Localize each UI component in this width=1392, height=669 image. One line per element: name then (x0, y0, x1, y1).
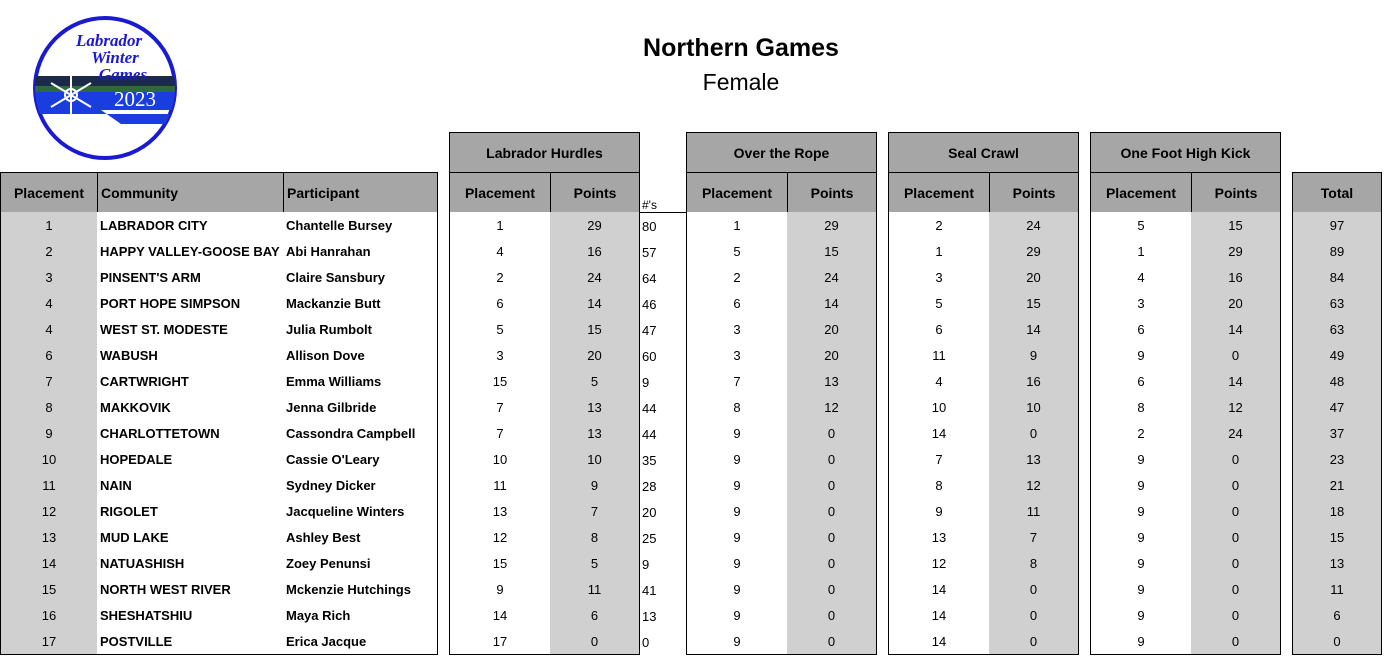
row-ofhk-points: 20 (1191, 290, 1281, 317)
row-ofhk-points: 0 (1191, 498, 1281, 525)
row-placement: 13 (0, 524, 98, 551)
row-placement: 4 (0, 316, 98, 343)
col-header-nums: #'s (642, 198, 657, 212)
row-ofhk-points: 0 (1191, 628, 1281, 655)
col-header-total: Total (1292, 172, 1382, 213)
row-ofhk-placement: 5 (1090, 212, 1192, 239)
row-lh-placement: 15 (449, 368, 551, 395)
row-otr-placement: 9 (686, 524, 788, 551)
event-header-over-the-rope: Over the Rope (686, 132, 877, 173)
page-subtitle: Female (702, 69, 780, 95)
row-total: 15 (1292, 524, 1382, 551)
row-otr-points: 20 (787, 316, 877, 343)
row-sc-points: 8 (989, 550, 1079, 577)
row-sc-points: 29 (989, 238, 1079, 265)
svg-text:Labrador: Labrador (75, 31, 143, 50)
row-otr-points: 0 (787, 420, 877, 447)
row-community: CARTWRIGHT (97, 368, 284, 395)
col-header-community: Community (97, 172, 284, 213)
row-community: MAKKOVIK (97, 394, 284, 421)
row-community: CHARLOTTETOWN (97, 420, 284, 447)
row-ofhk-placement: 1 (1090, 238, 1192, 265)
row-participant: Mackanzie Butt (283, 290, 438, 317)
row-lh-placement: 14 (449, 602, 551, 629)
row-otr-placement: 8 (686, 394, 788, 421)
row-total: 37 (1292, 420, 1382, 447)
row-nums: 46 (642, 296, 657, 312)
row-otr-points: 0 (787, 498, 877, 525)
row-sc-placement: 1 (888, 238, 990, 265)
event-header-seal-crawl: Seal Crawl (888, 132, 1079, 173)
row-ofhk-placement: 9 (1090, 602, 1192, 629)
row-ofhk-placement: 2 (1090, 420, 1192, 447)
row-ofhk-points: 0 (1191, 446, 1281, 473)
row-sc-points: 24 (989, 212, 1079, 239)
row-total: 11 (1292, 576, 1382, 603)
row-ofhk-points: 0 (1191, 576, 1281, 603)
row-placement: 9 (0, 420, 98, 447)
row-nums: 41 (642, 582, 657, 598)
row-participant: Jenna Gilbride (283, 394, 438, 421)
row-lh-placement: 13 (449, 498, 551, 525)
row-sc-points: 9 (989, 342, 1079, 369)
row-lh-points: 10 (550, 446, 640, 473)
row-otr-points: 0 (787, 550, 877, 577)
row-placement: 2 (0, 238, 98, 265)
row-total: 47 (1292, 394, 1382, 421)
row-ofhk-points: 14 (1191, 316, 1281, 343)
row-ofhk-points: 12 (1191, 394, 1281, 421)
row-otr-points: 0 (787, 524, 877, 551)
row-lh-placement: 15 (449, 550, 551, 577)
row-participant: Julia Rumbolt (283, 316, 438, 343)
row-nums: 44 (642, 426, 657, 442)
row-community: MUD LAKE (97, 524, 284, 551)
row-ofhk-placement: 3 (1090, 290, 1192, 317)
row-otr-placement: 9 (686, 420, 788, 447)
row-community: NORTH WEST RIVER (97, 576, 284, 603)
row-sc-placement: 6 (888, 316, 990, 343)
row-lh-points: 14 (550, 290, 640, 317)
row-sc-placement: 8 (888, 472, 990, 499)
row-community: NAIN (97, 472, 284, 499)
row-lh-placement: 6 (449, 290, 551, 317)
row-sc-points: 11 (989, 498, 1079, 525)
row-lh-points: 5 (550, 550, 640, 577)
row-otr-points: 29 (787, 212, 877, 239)
row-lh-points: 20 (550, 342, 640, 369)
row-placement: 1 (0, 212, 98, 239)
row-sc-placement: 4 (888, 368, 990, 395)
row-placement: 12 (0, 498, 98, 525)
row-otr-placement: 5 (686, 238, 788, 265)
row-nums: 9 (642, 374, 650, 390)
row-ofhk-points: 0 (1191, 472, 1281, 499)
row-participant: Claire Sansbury (283, 264, 438, 291)
row-ofhk-placement: 6 (1090, 368, 1192, 395)
row-total: 48 (1292, 368, 1382, 395)
row-participant: Cassondra Campbell (283, 420, 438, 447)
row-community: NATUASHISH (97, 550, 284, 577)
row-lh-placement: 7 (449, 420, 551, 447)
row-nums: 0 (642, 634, 650, 650)
row-sc-points: 0 (989, 420, 1079, 447)
row-participant: Abi Hanrahan (283, 238, 438, 265)
row-community: PINSENT'S ARM (97, 264, 284, 291)
row-otr-points: 15 (787, 238, 877, 265)
row-sc-placement: 14 (888, 602, 990, 629)
col-header-sc-placement: Placement (888, 172, 990, 213)
row-lh-points: 24 (550, 264, 640, 291)
row-lh-placement: 10 (449, 446, 551, 473)
row-lh-points: 29 (550, 212, 640, 239)
row-sc-points: 0 (989, 602, 1079, 629)
row-ofhk-placement: 9 (1090, 472, 1192, 499)
svg-text:2023: 2023 (114, 87, 156, 111)
row-total: 23 (1292, 446, 1382, 473)
row-total: 63 (1292, 316, 1382, 343)
row-lh-placement: 9 (449, 576, 551, 603)
row-lh-points: 13 (550, 394, 640, 421)
row-participant: Emma Williams (283, 368, 438, 395)
row-otr-placement: 9 (686, 602, 788, 629)
row-nums: 47 (642, 322, 657, 338)
row-ofhk-points: 14 (1191, 368, 1281, 395)
row-placement: 14 (0, 550, 98, 577)
row-otr-points: 0 (787, 602, 877, 629)
row-sc-points: 15 (989, 290, 1079, 317)
col-header-lh-points: Points (550, 172, 640, 213)
row-participant: Ashley Best (283, 524, 438, 551)
row-participant: Mckenzie Hutchings (283, 576, 438, 603)
row-lh-points: 15 (550, 316, 640, 343)
row-nums: 9 (642, 556, 650, 572)
row-community: WABUSH (97, 342, 284, 369)
row-lh-placement: 7 (449, 394, 551, 421)
row-ofhk-placement: 9 (1090, 550, 1192, 577)
row-nums: 60 (642, 348, 657, 364)
row-ofhk-placement: 9 (1090, 342, 1192, 369)
row-ofhk-points: 24 (1191, 420, 1281, 447)
svg-text:Games: Games (98, 65, 148, 84)
row-participant: Erica Jacque (283, 628, 438, 655)
row-otr-points: 24 (787, 264, 877, 291)
row-lh-placement: 1 (449, 212, 551, 239)
row-otr-placement: 3 (686, 316, 788, 343)
row-lh-points: 0 (550, 628, 640, 655)
row-ofhk-points: 0 (1191, 524, 1281, 551)
row-participant: Maya Rich (283, 602, 438, 629)
row-otr-placement: 1 (686, 212, 788, 239)
row-sc-placement: 14 (888, 628, 990, 655)
row-ofhk-placement: 8 (1090, 394, 1192, 421)
row-placement: 4 (0, 290, 98, 317)
row-lh-placement: 17 (449, 628, 551, 655)
row-nums: 80 (642, 218, 657, 234)
col-header-participant: Participant (283, 172, 438, 213)
row-lh-points: 6 (550, 602, 640, 629)
row-sc-points: 10 (989, 394, 1079, 421)
row-nums: 35 (642, 452, 657, 468)
row-placement: 3 (0, 264, 98, 291)
row-participant: Zoey Penunsi (283, 550, 438, 577)
row-sc-placement: 5 (888, 290, 990, 317)
row-lh-points: 8 (550, 524, 640, 551)
row-participant: Chantelle Bursey (283, 212, 438, 239)
row-otr-points: 0 (787, 576, 877, 603)
row-otr-placement: 9 (686, 446, 788, 473)
row-ofhk-placement: 4 (1090, 264, 1192, 291)
row-community: WEST ST. MODESTE (97, 316, 284, 343)
row-ofhk-placement: 6 (1090, 316, 1192, 343)
row-otr-points: 0 (787, 628, 877, 655)
row-otr-points: 14 (787, 290, 877, 317)
row-otr-points: 0 (787, 472, 877, 499)
col-header-ofhk-points: Points (1191, 172, 1281, 213)
row-placement: 8 (0, 394, 98, 421)
row-otr-placement: 9 (686, 472, 788, 499)
row-sc-placement: 11 (888, 342, 990, 369)
row-otr-placement: 9 (686, 498, 788, 525)
row-lh-placement: 12 (449, 524, 551, 551)
row-nums: 57 (642, 244, 657, 260)
row-community: HOPEDALE (97, 446, 284, 473)
row-nums: 13 (642, 608, 657, 624)
row-lh-placement: 4 (449, 238, 551, 265)
col-header-placement: Placement (0, 172, 98, 213)
row-placement: 16 (0, 602, 98, 629)
row-nums: 20 (642, 504, 657, 520)
event-header-labrador-hurdles: Labrador Hurdles (449, 132, 640, 173)
row-ofhk-points: 29 (1191, 238, 1281, 265)
col-header-ofhk-placement: Placement (1090, 172, 1192, 213)
row-ofhk-placement: 9 (1090, 524, 1192, 551)
row-community: POSTVILLE (97, 628, 284, 655)
row-ofhk-points: 16 (1191, 264, 1281, 291)
row-ofhk-placement: 9 (1090, 446, 1192, 473)
row-otr-points: 20 (787, 342, 877, 369)
row-placement: 10 (0, 446, 98, 473)
row-total: 84 (1292, 264, 1382, 291)
row-total: 13 (1292, 550, 1382, 577)
row-lh-points: 5 (550, 368, 640, 395)
row-placement: 7 (0, 368, 98, 395)
row-ofhk-points: 0 (1191, 550, 1281, 577)
row-nums: 64 (642, 270, 657, 286)
row-ofhk-points: 15 (1191, 212, 1281, 239)
row-sc-points: 14 (989, 316, 1079, 343)
row-sc-placement: 14 (888, 576, 990, 603)
row-placement: 6 (0, 342, 98, 369)
row-community: LABRADOR CITY (97, 212, 284, 239)
row-lh-placement: 3 (449, 342, 551, 369)
row-sc-placement: 2 (888, 212, 990, 239)
row-lh-placement: 11 (449, 472, 551, 499)
row-sc-placement: 14 (888, 420, 990, 447)
row-participant: Jacqueline Winters (283, 498, 438, 525)
col-header-lh-placement: Placement (449, 172, 551, 213)
col-header-otr-placement: Placement (686, 172, 788, 213)
row-participant: Cassie O'Leary (283, 446, 438, 473)
row-otr-placement: 7 (686, 368, 788, 395)
row-lh-points: 11 (550, 576, 640, 603)
row-sc-points: 13 (989, 446, 1079, 473)
row-participant: Sydney Dicker (283, 472, 438, 499)
row-otr-points: 12 (787, 394, 877, 421)
row-otr-placement: 9 (686, 550, 788, 577)
row-sc-points: 7 (989, 524, 1079, 551)
row-sc-points: 0 (989, 628, 1079, 655)
row-community: PORT HOPE SIMPSON (97, 290, 284, 317)
row-lh-points: 7 (550, 498, 640, 525)
row-ofhk-placement: 9 (1090, 498, 1192, 525)
row-community: HAPPY VALLEY-GOOSE BAY (97, 238, 284, 265)
row-otr-placement: 2 (686, 264, 788, 291)
row-total: 18 (1292, 498, 1382, 525)
row-total: 89 (1292, 238, 1382, 265)
row-total: 6 (1292, 602, 1382, 629)
row-total: 49 (1292, 342, 1382, 369)
row-lh-placement: 5 (449, 316, 551, 343)
row-total: 63 (1292, 290, 1382, 317)
row-sc-points: 16 (989, 368, 1079, 395)
row-lh-points: 9 (550, 472, 640, 499)
row-ofhk-placement: 9 (1090, 628, 1192, 655)
row-lh-points: 13 (550, 420, 640, 447)
row-sc-placement: 7 (888, 446, 990, 473)
event-header-one-foot-high-kick: One Foot High Kick (1090, 132, 1281, 173)
row-otr-placement: 9 (686, 576, 788, 603)
row-sc-placement: 9 (888, 498, 990, 525)
row-otr-placement: 9 (686, 628, 788, 655)
row-ofhk-points: 0 (1191, 602, 1281, 629)
row-otr-points: 13 (787, 368, 877, 395)
row-lh-points: 16 (550, 238, 640, 265)
col-header-sc-points: Points (989, 172, 1079, 213)
row-placement: 11 (0, 472, 98, 499)
page-title: Northern Games (643, 34, 839, 62)
row-community: RIGOLET (97, 498, 284, 525)
col-header-otr-points: Points (787, 172, 877, 213)
row-sc-placement: 12 (888, 550, 990, 577)
row-ofhk-points: 0 (1191, 342, 1281, 369)
row-sc-placement: 10 (888, 394, 990, 421)
row-sc-points: 12 (989, 472, 1079, 499)
row-total: 21 (1292, 472, 1382, 499)
row-participant: Allison Dove (283, 342, 438, 369)
svg-text:Winter: Winter (91, 48, 139, 67)
row-placement: 17 (0, 628, 98, 655)
row-total: 0 (1292, 628, 1382, 655)
row-sc-placement: 3 (888, 264, 990, 291)
row-otr-placement: 3 (686, 342, 788, 369)
row-community: SHESHATSHIU (97, 602, 284, 629)
row-otr-placement: 6 (686, 290, 788, 317)
row-ofhk-placement: 9 (1090, 576, 1192, 603)
row-total: 97 (1292, 212, 1382, 239)
row-sc-points: 0 (989, 576, 1079, 603)
row-lh-placement: 2 (449, 264, 551, 291)
row-nums: 25 (642, 530, 657, 546)
row-placement: 15 (0, 576, 98, 603)
row-otr-points: 0 (787, 446, 877, 473)
row-nums: 44 (642, 400, 657, 416)
row-sc-placement: 13 (888, 524, 990, 551)
row-nums: 28 (642, 478, 657, 494)
row-sc-points: 20 (989, 264, 1079, 291)
